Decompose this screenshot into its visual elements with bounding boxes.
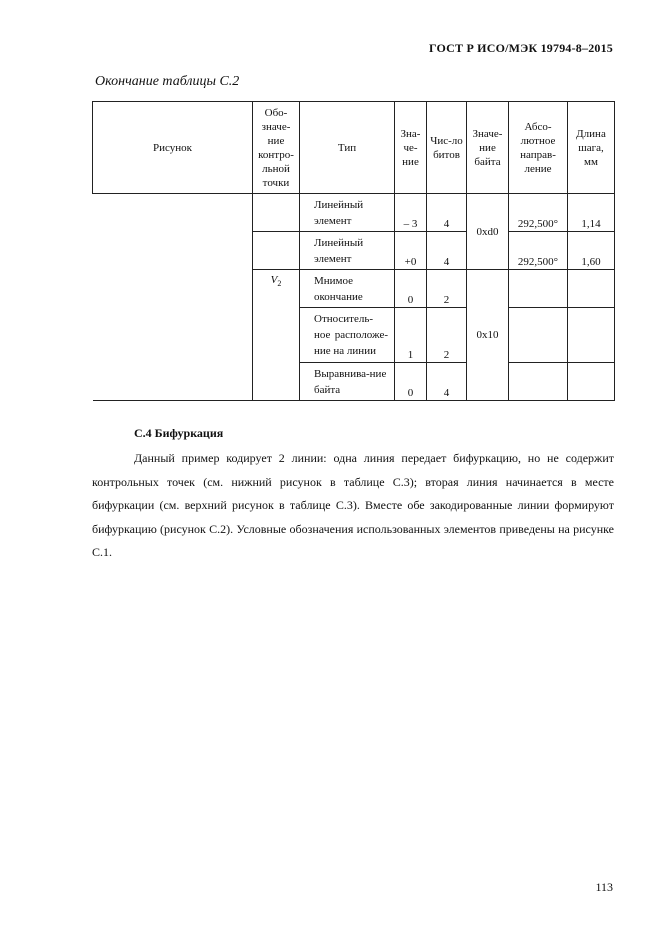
value-cell: 0 xyxy=(395,270,427,308)
data-table xyxy=(92,101,615,401)
table-header-row xyxy=(93,102,615,194)
step-length-cell: 1,14 xyxy=(568,194,615,232)
control-point-cell xyxy=(253,194,300,232)
abs-direction-cell: 292,500° xyxy=(509,194,568,232)
abs-direction-cell xyxy=(509,308,568,363)
document-header: ГОСТ Р ИСО/МЭК 19794-8–2015 xyxy=(428,41,613,55)
col-header-value: Зна-че-ние xyxy=(395,102,427,194)
abs-direction-cell xyxy=(509,363,568,401)
abs-direction-cell: 292,500° xyxy=(509,232,568,270)
bit-count-cell: 4 xyxy=(427,194,467,232)
col-header-picture: Рисунок xyxy=(93,102,253,194)
type-cell: Выравнива-ние байта xyxy=(300,363,395,401)
section-title: С.4 Бифуркация xyxy=(134,426,224,440)
picture-cell xyxy=(93,194,253,401)
step-length-cell xyxy=(568,363,615,401)
table-row xyxy=(93,194,615,232)
value-cell: +0 xyxy=(395,232,427,270)
col-header-absolute-direction: Абсо-лютное направ-ление xyxy=(509,102,568,194)
abs-direction-cell xyxy=(509,270,568,308)
bit-count-cell: 4 xyxy=(427,363,467,401)
bit-count-cell: 2 xyxy=(427,270,467,308)
col-header-byte-value: Значе-ние байта xyxy=(467,102,509,194)
step-length-cell: 1,60 xyxy=(568,232,615,270)
control-point-cell: $V_2$ xyxy=(253,270,300,401)
type-cell: Относитель-ное расположе-ние на линии xyxy=(300,308,395,363)
col-header-control-point: Обо-значе-ние контро-льной точки xyxy=(253,102,300,194)
col-header-type: Тип xyxy=(300,102,395,194)
type-cell: Линейный элемент xyxy=(300,194,395,232)
byte-value-cell: 0xd0 xyxy=(467,194,509,270)
page-number: 113 xyxy=(595,880,613,894)
type-cell: Мнимое окончание xyxy=(300,270,395,308)
bit-count-cell: 4 xyxy=(427,232,467,270)
body-paragraph: Данный пример кодирует 2 линии: одна линия передает бифуркацию, но не содержит контрольных точек (см. нижний рисунок в таблице С.3); вторая линия начинается в месте бифуркации (см. верхний рисунок в таблице С.3). Вместе обе закодированные линии формируют бифуркацию (рисунок С.2). Условные обозначения использованных элементов приведены на рисунке С.1. xyxy=(92,451,614,559)
byte-value-cell: 0x10 xyxy=(467,270,509,401)
col-header-bit-count: Чис-ло битов xyxy=(427,102,467,194)
bit-count-cell: 2 xyxy=(427,308,467,363)
value-cell: – 3 xyxy=(395,194,427,232)
table-caption: Окончание таблицы С.2 xyxy=(95,74,240,89)
step-length-cell xyxy=(568,308,615,363)
value-cell: 0 xyxy=(395,363,427,401)
step-length-cell xyxy=(568,270,615,308)
col-header-step-length: Длина шага, мм xyxy=(568,102,615,194)
type-cell: Линейный элемент xyxy=(300,232,395,270)
control-point-cell xyxy=(253,232,300,270)
value-cell: 1 xyxy=(395,308,427,363)
